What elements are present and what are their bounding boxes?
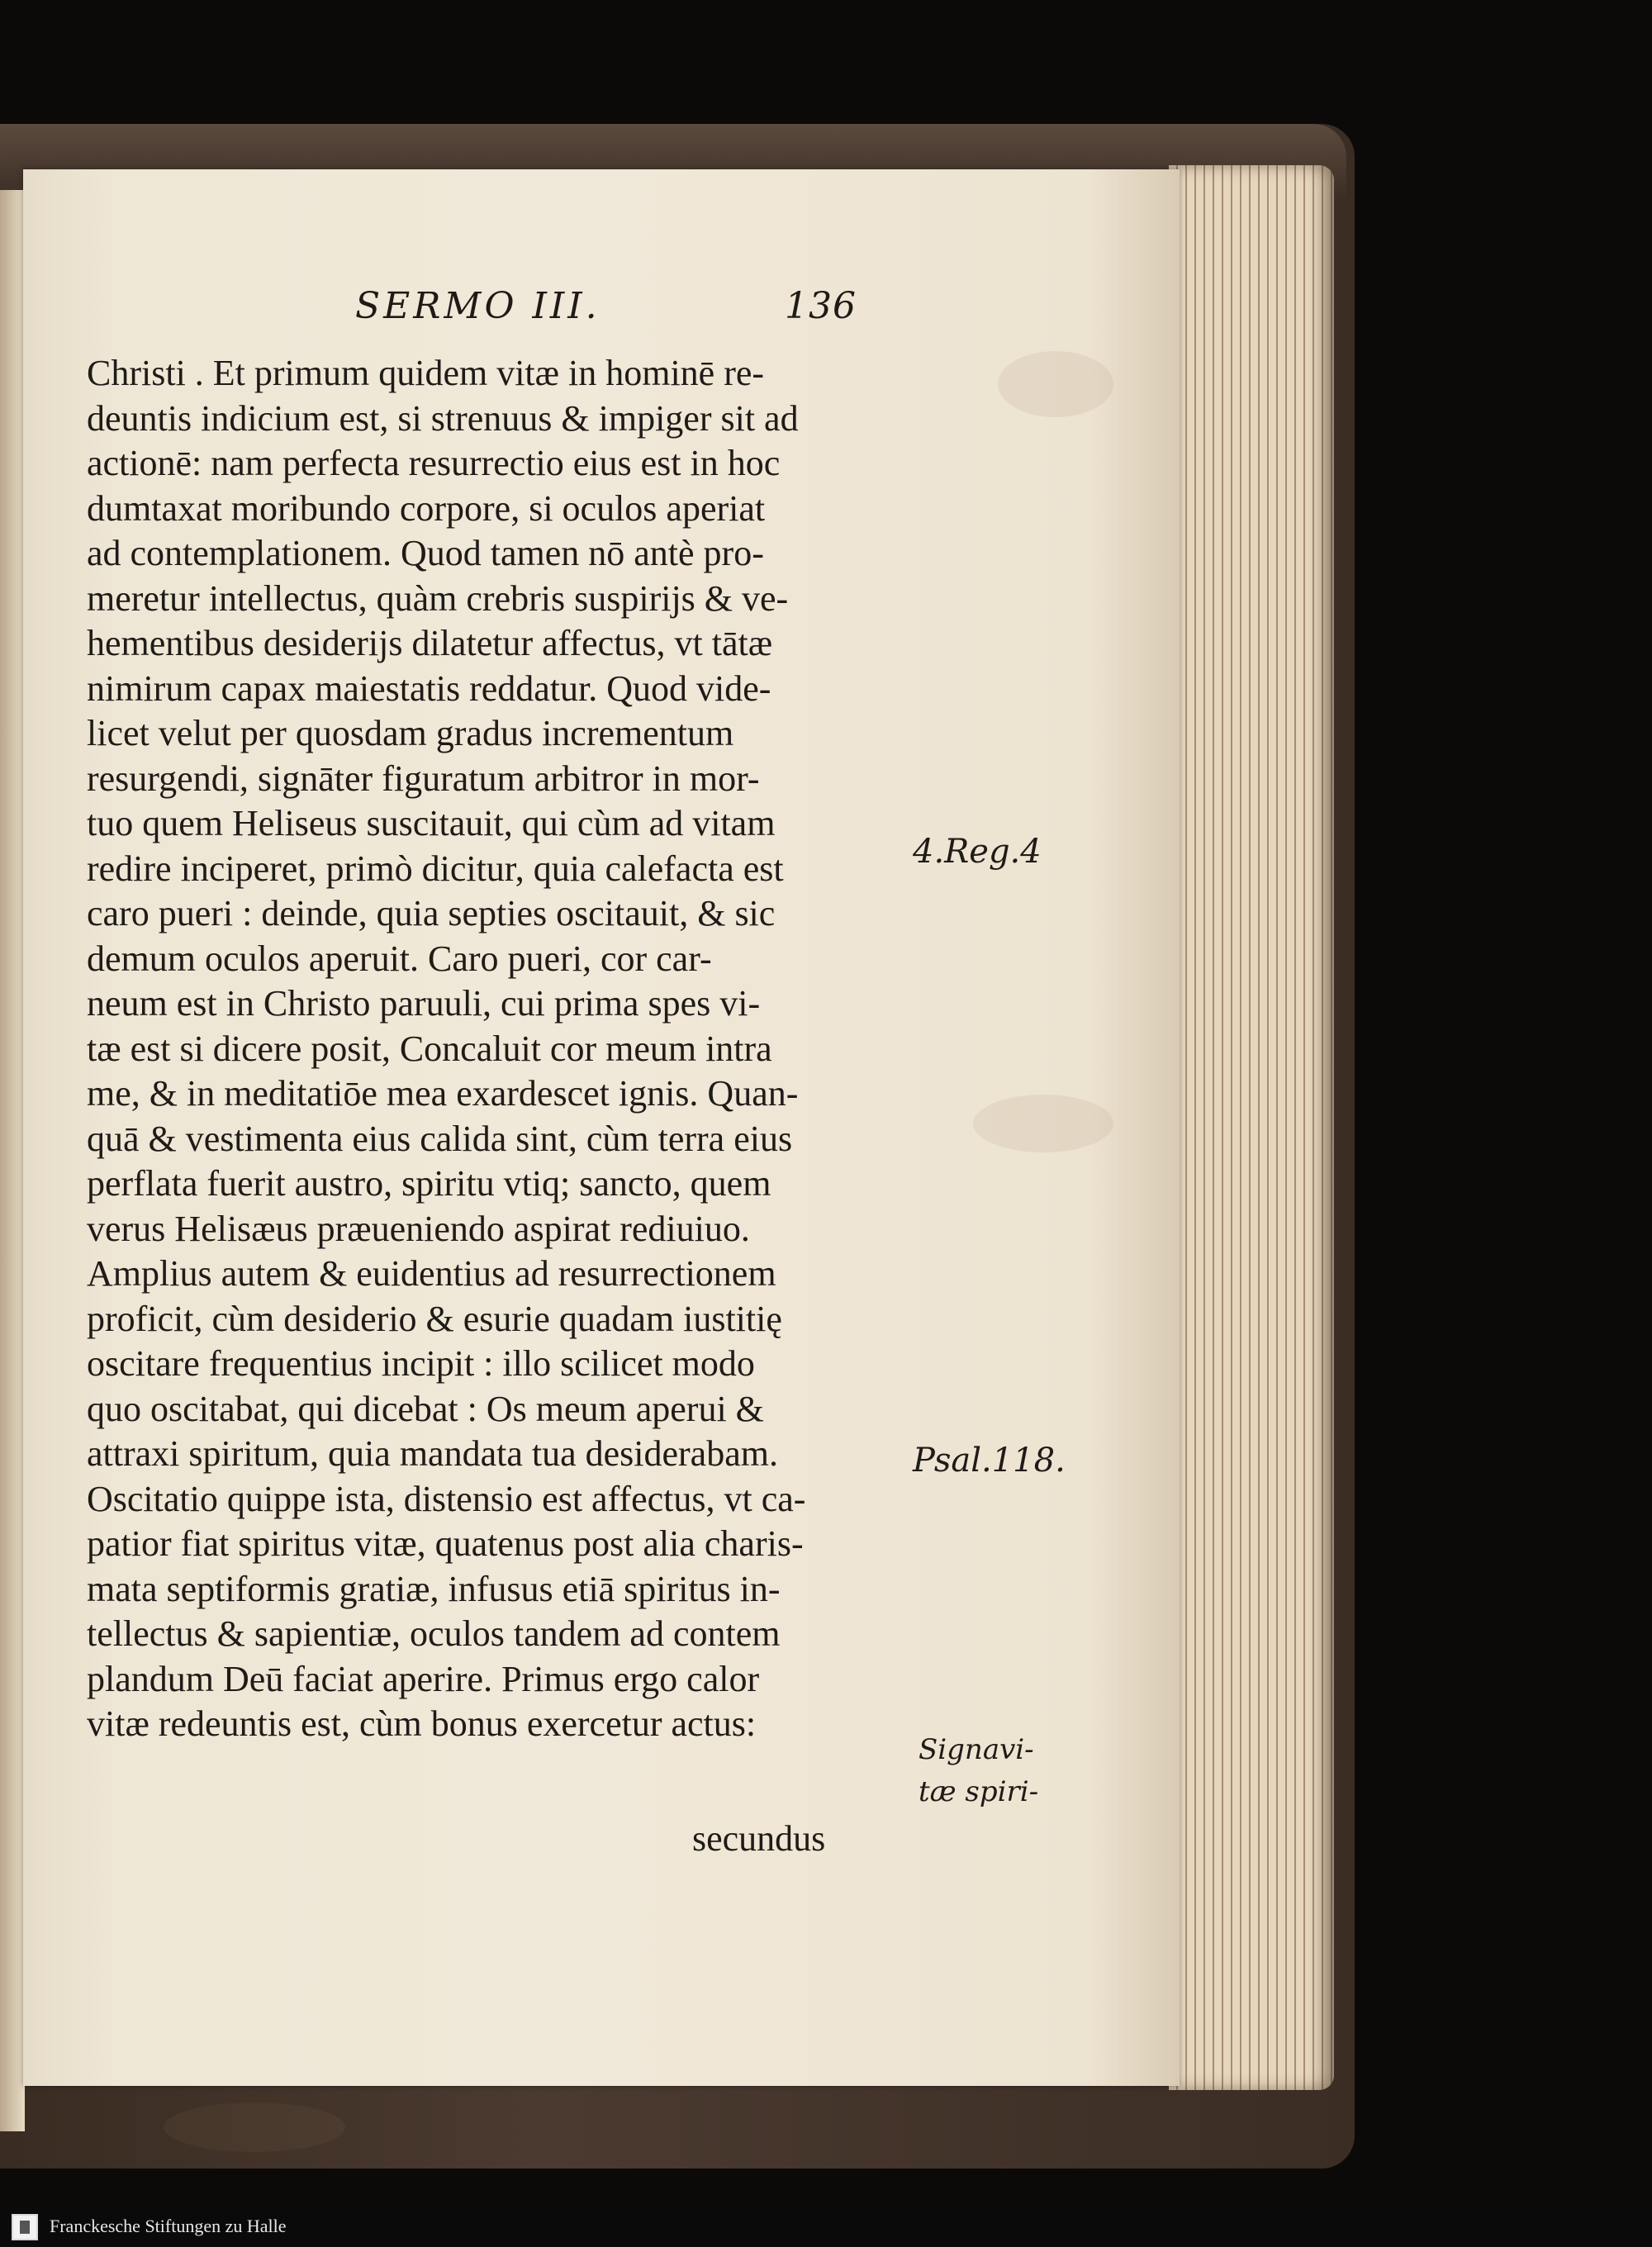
running-head xyxy=(355,285,884,327)
text-line: Amplius autem & euidentius ad resurrectionem xyxy=(87,1253,776,1294)
text-line: verus Helisæus præueniendo aspirat rediuiuo. xyxy=(87,1208,750,1249)
marginal-note-signa-line1: Signavi- xyxy=(919,1733,1034,1766)
page-fore-edge xyxy=(1169,165,1334,2090)
text-line: resurgendi, signāter figuratum arbitror in mor- xyxy=(87,758,760,799)
show-through-stain xyxy=(164,2102,345,2152)
text-line: actionē: nam perfecta resurrectio eius est in hoc xyxy=(87,443,781,483)
text-line: quā & vestimenta eius calida sint, cùm terra eius xyxy=(87,1118,793,1159)
text-line: caro pueri : deinde, quia septies oscitauit, & sic xyxy=(87,893,776,933)
text-line: dumtaxat moribundo corpore, si oculos aperiat xyxy=(87,487,766,529)
text-line: licet velut per quosdam gradus incrementum xyxy=(87,713,734,753)
text-line: Christi . Et primum quidem vitæ in hominē re- xyxy=(87,353,765,393)
show-through-stain xyxy=(998,351,1113,417)
text-line: patior fiat spiritus vitæ, quatenus post alia charis- xyxy=(87,1523,804,1564)
show-through-stain xyxy=(973,1095,1113,1152)
text-line: quo oscitabat, qui dicebat : Os meum aperui & xyxy=(87,1388,764,1429)
text-line: plandum Deū faciat aperire. Primus ergo calor xyxy=(87,1658,760,1699)
text-line: oscitare frequentius incipit : illo scilicet modo xyxy=(87,1343,755,1384)
text-line: tellectus & sapientiæ, oculos tandem ad contem xyxy=(87,1613,781,1654)
text-line: ad contemplationem. Quod tamen nō antè pro- xyxy=(87,533,764,573)
text-line: me, & in meditatiōe mea exardescet ignis. Quan- xyxy=(87,1073,799,1114)
marginal-note-psal: Psal.118. xyxy=(913,1442,1066,1480)
text-line: deuntis indicium est, si strenuus & impiger sit ad xyxy=(87,397,799,439)
text-line: proficit, cùm desiderio & esurie quadam iustitię xyxy=(87,1298,782,1339)
text-line: neum est in Christo paruuli, cui prima spes vi- xyxy=(87,983,761,1024)
institution-footer-bar xyxy=(0,2207,1652,2247)
text-line: attraxi spiritum, quia mandata tua desiderabam. xyxy=(87,1433,778,1474)
text-line: redire inciperet, primò dicitur, quia calefacta est xyxy=(87,848,784,889)
running-head-title: SERMO III. xyxy=(355,285,601,327)
institution-name: Franckesche Stiftungen zu Halle xyxy=(50,2216,287,2236)
text-line: vitæ redeuntis est, cùm bonus exercetur actus: xyxy=(87,1703,757,1744)
marginal-note-signa-line2: tæ spiri- xyxy=(919,1775,1039,1808)
text-line: perflata fuerit austro, spiritu vtiq; sancto, quem xyxy=(87,1163,771,1204)
text-line: meretur intellectus, quàm crebris suspirijs & ve- xyxy=(87,577,789,619)
text-line: Oscitatio quippe ista, distensio est affectus, vt ca- xyxy=(87,1478,806,1519)
text-line: mata septiformis gratiæ, infusus etiā spiritus in- xyxy=(87,1568,781,1609)
institution-logo-icon xyxy=(12,2214,38,2240)
text-line: hementibus desiderijs dilatetur affectus, vt tātæ xyxy=(87,623,773,663)
body-text xyxy=(87,351,913,1747)
text-line: tæ est si dicere posit, Concaluit cor meum intra xyxy=(87,1028,772,1069)
text-line: tuo quem Heliseus suscitauit, qui cùm ad vitam xyxy=(87,803,776,843)
marginal-note-reg: 4.Reg.4 xyxy=(913,833,1042,871)
page-number: 136 xyxy=(785,285,857,327)
catchword: secundus xyxy=(692,1818,826,1859)
text-line: demum oculos aperuit. Caro pueri, cor car- xyxy=(87,938,712,979)
left-page-edge xyxy=(0,190,25,2131)
text-line: nimirum capax maiestatis reddatur. Quod vide- xyxy=(87,667,771,709)
